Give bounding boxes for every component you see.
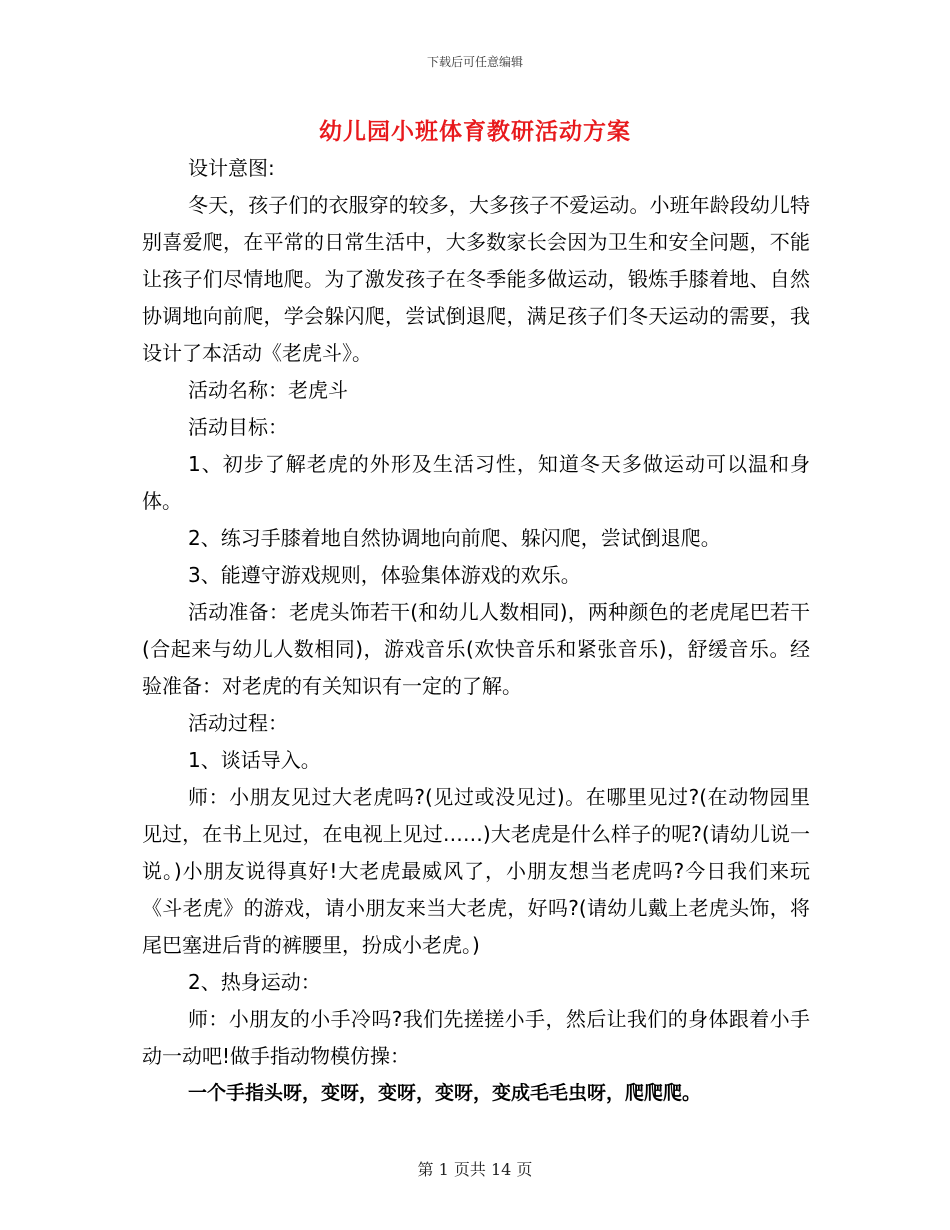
header-note: 下载后可任意编辑 bbox=[426, 55, 523, 69]
paragraph-teacher-talk-1: 师：小朋友见过大老虎吗?(见过或没见过)。在哪里见过?(在动物园里见过，在书上见过，在电视上见过……)大老虎是什么样子的呢?(请幼儿说一说。)小朋友说得真好!大老虎最威风了，小朋友想当老虎吗?今日我们来玩《斗老虎》的游戏，请小朋友来当大老虎，好吗?(请幼儿戴上老虎头饰，将尾巴塞进后背的裤腰里，扮成小老虎。) bbox=[142, 785, 810, 957]
paragraph-activity-name: 活动名称：老虎斗 bbox=[188, 378, 348, 402]
paragraph-teacher-talk-2: 师：小朋友的小手冷吗?我们先搓搓小手，然后让我们的身体跟着小手动一动吧!做手指动物模仿操： bbox=[142, 1007, 810, 1068]
page-footer: 第 1 页共 14 页 bbox=[417, 1160, 533, 1179]
document-body bbox=[142, 150, 810, 1112]
paragraph-step-2: 2、热身运动： bbox=[188, 970, 321, 994]
paragraph-process-heading: 活动过程： bbox=[188, 711, 288, 735]
page-title: 幼儿园小班体育教研活动方案 bbox=[319, 119, 631, 145]
paragraph-goal-1: 1、初步了解老虎的外形及生活习性，知道冬天多做运动可以温和身体。 bbox=[142, 452, 810, 513]
paragraph-goal-3: 3、能遵守游戏规则，体验集体游戏的欢乐。 bbox=[188, 563, 581, 587]
paragraph-finger-rhyme: 一个手指头呀，变呀，变呀，变呀，变成毛毛虫呀，爬爬爬。 bbox=[188, 1082, 702, 1104]
paragraph-goal-2: 2、练习手膝着地自然协调地向前爬、躲闪爬，尝试倒退爬。 bbox=[188, 526, 721, 550]
paragraph-design-intent: 冬天，孩子们的衣服穿的较多，大多孩子不爱运动。小班年龄段幼儿特别喜爱爬，在平常的日常生活中，大多数家长会因为卫生和安全问题，不能让孩子们尽情地爬。为了激发孩子在冬季能多做运动，锻炼手膝着地、自然协调地向前爬，学会躲闪爬，尝试倒退爬，满足孩子们冬天运动的需要，我设计了本活动《老虎斗》。 bbox=[142, 193, 810, 365]
paragraph-design-intent-heading: 设计意图: bbox=[188, 156, 275, 180]
paragraph-goals-heading: 活动目标： bbox=[188, 415, 288, 439]
paragraph-preparation: 活动准备：老虎头饰若干(和幼儿人数相同)，两种颜色的老虎尾巴若干(合起来与幼儿人数相同)，游戏音乐(欢快音乐和紧张音乐)，舒缓音乐。经验准备：对老虎的有关知识有一定的了解。 bbox=[142, 600, 810, 698]
paragraph-step-1: 1、谈话导入。 bbox=[188, 748, 321, 772]
